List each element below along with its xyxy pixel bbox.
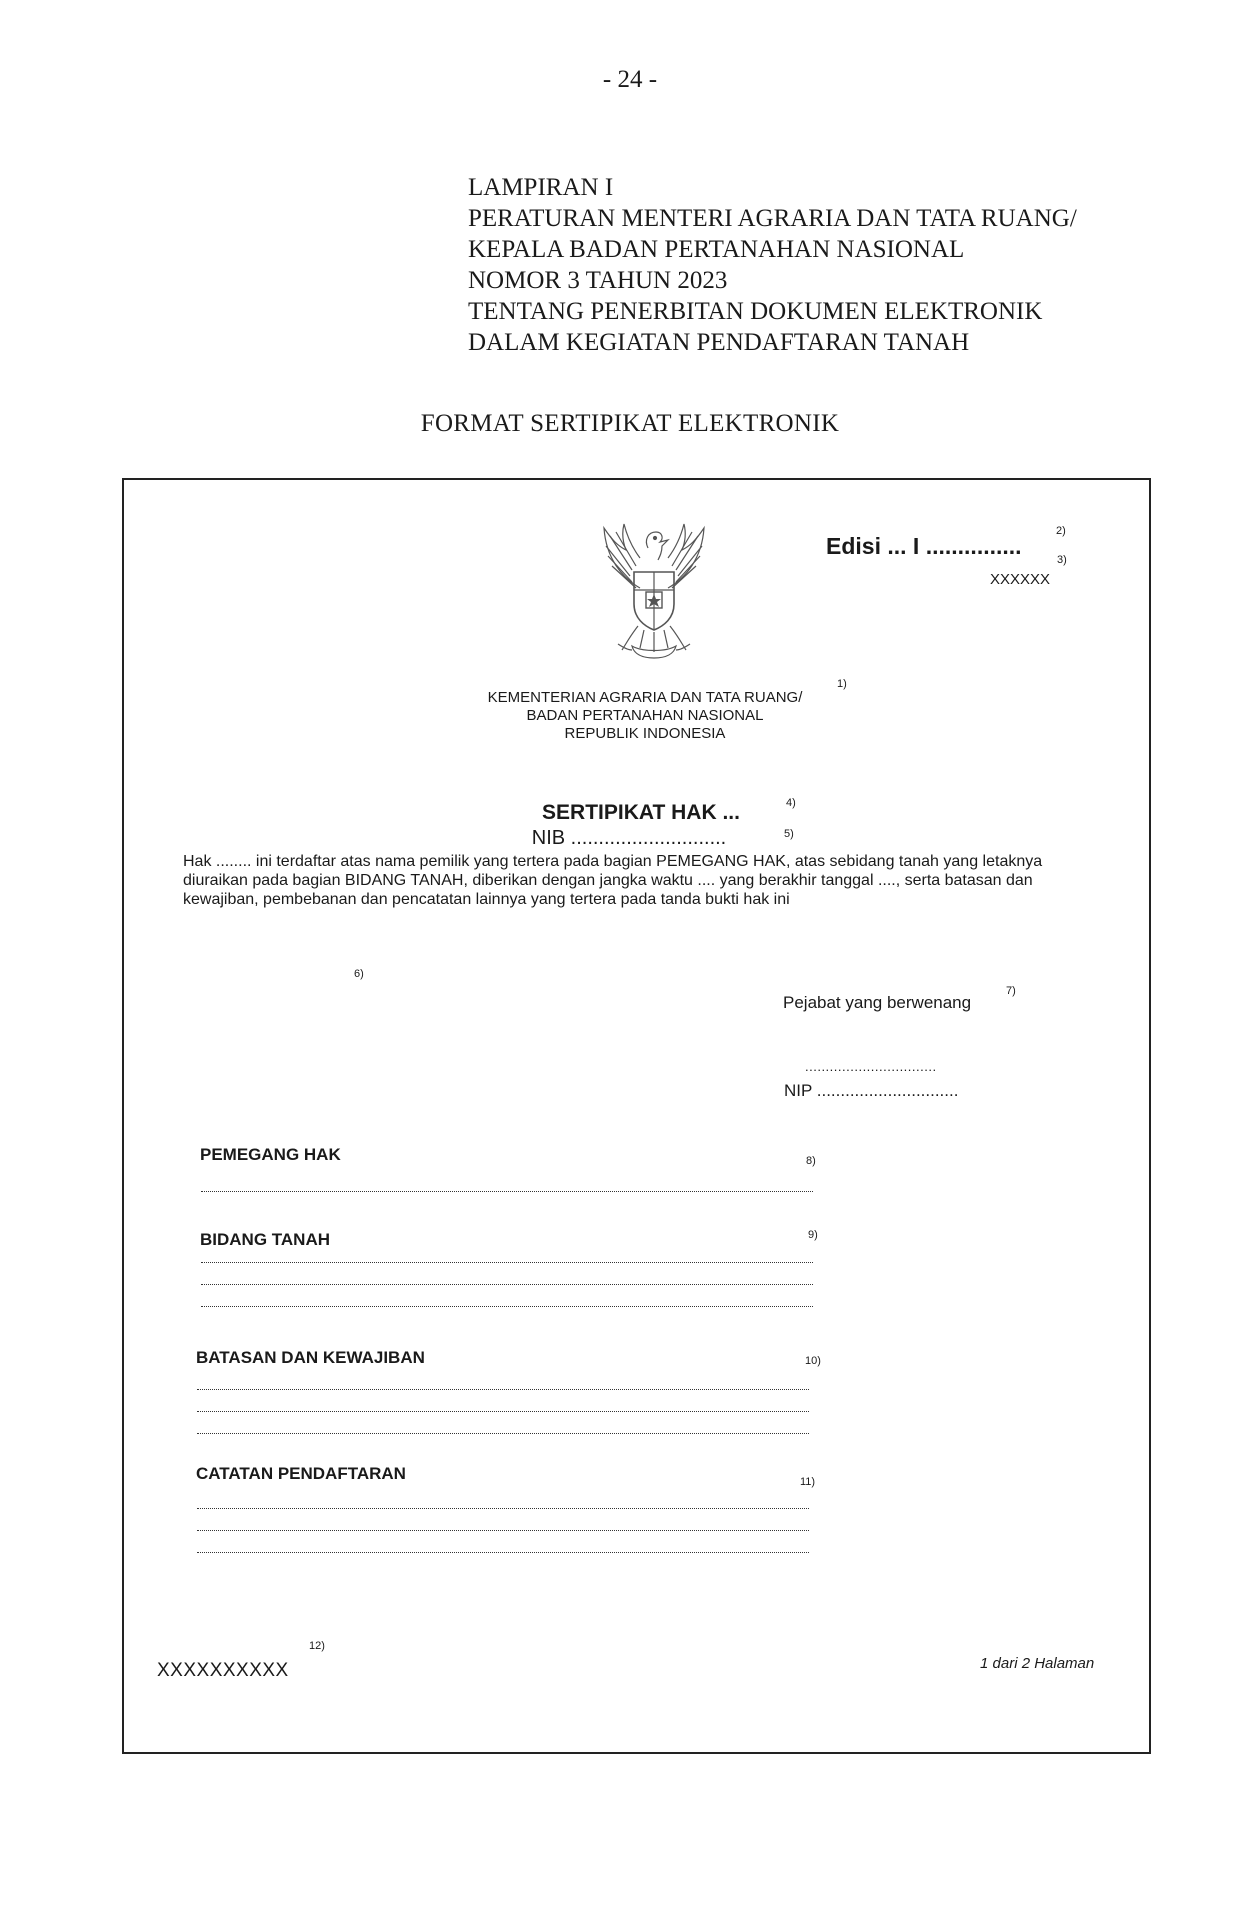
dotted-line: [201, 1306, 813, 1307]
ministry-line: REPUBLIK INDONESIA: [564, 725, 726, 742]
section-title-bidang-tanah: BIDANG TANAH: [200, 1230, 331, 1249]
footnote-7: 7): [1006, 985, 1016, 997]
edition-number: Edisi ... I ...............: [826, 533, 1022, 559]
lampiran-header: [468, 172, 1077, 358]
official-label: Pejabat yang berwenang: [783, 993, 972, 1012]
certificate-title: SERTIPIKAT HAK ...: [542, 801, 740, 824]
dotted-line: [197, 1411, 809, 1412]
certificate-body-text: Hak ........ ini terdaftar atas nama pemilik yang tertera pada bagian PEMEGANG HAK, atas sebidang tanah yang letaknya diuraikan pada bagian BIDANG TANAH, diberikan dengan jangka waktu .... yang berakhir tanggal ...., serta batasan dan kewajiban, pembebanan dan pencatatan lainnya yang tertera pada tanda bukti hak ini: [183, 853, 1043, 908]
ministry-line: KEMENTERIAN AGRARIA DAN TATA RUANG/: [487, 689, 803, 706]
signature-placeholder: ................................: [805, 1059, 937, 1074]
section-title-catatan: CATATAN PENDAFTARAN: [196, 1464, 406, 1483]
page-number: - 24 -: [602, 66, 658, 93]
section-title-batasan: BATASAN DAN KEWAJIBAN: [196, 1348, 425, 1367]
lampiran-line: TENTANG PENERBITAN DOKUMEN ELEKTRONIK: [468, 298, 1043, 325]
dotted-line: [197, 1389, 809, 1390]
dotted-line: [201, 1284, 813, 1285]
dotted-line: [197, 1433, 809, 1434]
footnote-3: 3): [1057, 554, 1067, 566]
nip-line: NIP ..............................: [784, 1081, 959, 1100]
certificate-frame: [122, 478, 1151, 1754]
footnote-8: 8): [806, 1155, 816, 1167]
dotted-line: [197, 1508, 809, 1509]
ministry-name: [440, 689, 850, 743]
edition-code: XXXXXX: [990, 571, 1051, 588]
dotted-line: [197, 1552, 809, 1553]
dotted-line: [201, 1191, 813, 1192]
nib-line: NIB ............................: [531, 827, 727, 849]
garuda-emblem-icon: [582, 518, 726, 668]
lampiran-line: PERATURAN MENTERI AGRARIA DAN TATA RUANG/: [468, 205, 1077, 232]
document-code: XXXXXXXXXX: [157, 1660, 289, 1681]
footnote-1: 1): [837, 678, 847, 690]
footnote-4: 4): [786, 797, 796, 809]
page-of-indicator: 1 dari 2 Halaman: [980, 1655, 1095, 1672]
section-title-pemegang-hak: PEMEGANG HAK: [200, 1145, 341, 1164]
dotted-line: [197, 1530, 809, 1531]
lampiran-line: LAMPIRAN I: [468, 174, 614, 201]
lampiran-line: KEPALA BADAN PERTANAHAN NASIONAL: [468, 236, 965, 263]
footnote-12: 12): [309, 1640, 325, 1652]
footnote-10: 10): [805, 1355, 821, 1367]
lampiran-line: DALAM KEGIATAN PENDAFTARAN TANAH: [468, 329, 970, 356]
lampiran-line: NOMOR 3 TAHUN 2023: [468, 267, 728, 294]
ministry-line: BADAN PERTANAHAN NASIONAL: [526, 707, 764, 724]
footnote-11: 11): [800, 1476, 816, 1488]
footnote-5: 5): [784, 828, 794, 840]
dotted-line: [201, 1262, 813, 1263]
footnote-6: 6): [354, 968, 364, 980]
footnote-2: 2): [1056, 525, 1066, 537]
format-title: FORMAT SERTIPIKAT ELEKTRONIK: [420, 410, 840, 437]
footnote-9: 9): [808, 1229, 818, 1241]
